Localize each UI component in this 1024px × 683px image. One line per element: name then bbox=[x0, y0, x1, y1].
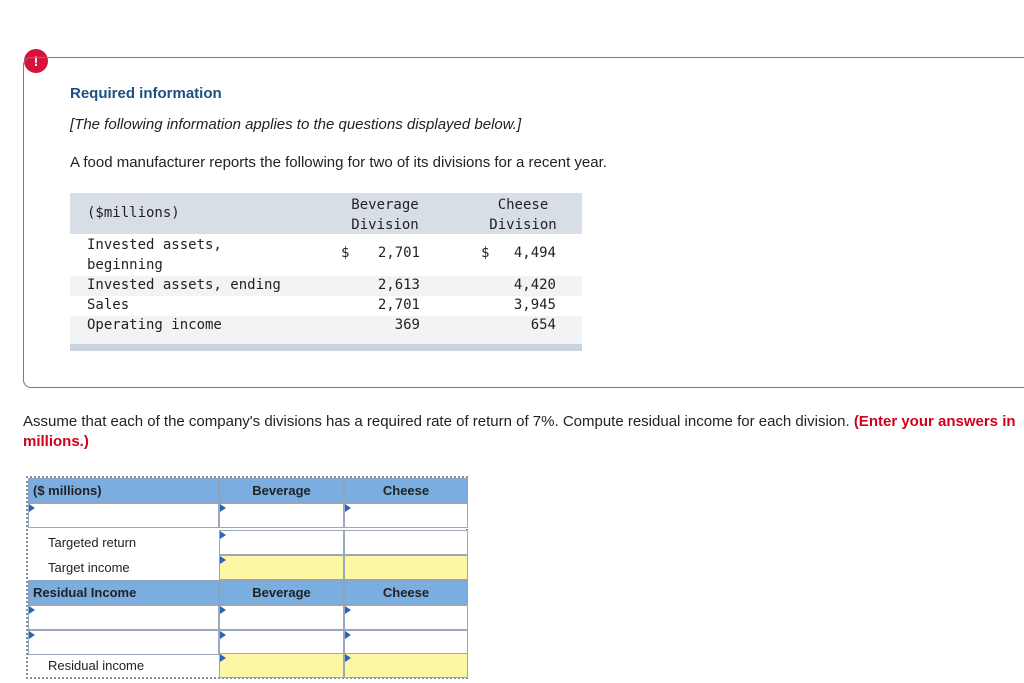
division-data-table bbox=[70, 193, 582, 351]
label-input[interactable] bbox=[28, 605, 219, 630]
table-row bbox=[70, 316, 582, 344]
table-row bbox=[70, 234, 582, 276]
header-residual-income: Residual Income bbox=[28, 580, 219, 605]
question-text bbox=[23, 412, 1023, 452]
alert-icon: ! bbox=[24, 49, 48, 73]
dropdown-marker-icon bbox=[345, 606, 351, 614]
dropdown-marker-icon bbox=[345, 504, 351, 512]
answer-row bbox=[28, 630, 468, 655]
value-beverage: 2,613 bbox=[377, 277, 420, 293]
dropdown-marker-icon bbox=[220, 531, 226, 539]
table-header bbox=[70, 193, 582, 234]
value-beverage: 369 bbox=[394, 317, 420, 333]
header-beverage: Beverage Division bbox=[351, 197, 419, 233]
cheese-residual-income-input[interactable] bbox=[344, 653, 468, 678]
applies-note: [The following information applies to the questions displayed below.] bbox=[70, 116, 522, 133]
answer-row bbox=[28, 555, 468, 580]
header-units: ($ millions) bbox=[28, 478, 219, 503]
dropdown-marker-icon bbox=[29, 606, 35, 614]
answer-row bbox=[28, 503, 468, 528]
beverage-input[interactable] bbox=[219, 630, 344, 655]
required-info-title: Required information bbox=[70, 85, 222, 102]
row-label: Invested assets, beginning bbox=[87, 237, 222, 273]
value-cheese: 4,420 bbox=[513, 277, 556, 293]
question-emphasis: (Enter your answers in millions.) bbox=[23, 413, 1016, 450]
beverage-input[interactable] bbox=[219, 605, 344, 630]
value-beverage: 2,701 bbox=[377, 297, 420, 313]
cheese-target-income-input[interactable] bbox=[344, 555, 468, 580]
label-input[interactable] bbox=[28, 503, 219, 528]
beverage-targeted-return-input[interactable] bbox=[219, 530, 344, 555]
answer-row bbox=[28, 605, 468, 630]
cheese-input[interactable] bbox=[344, 605, 468, 630]
row-label: Operating income bbox=[87, 317, 222, 333]
residual-income-label: Residual income bbox=[48, 658, 145, 673]
header-cheese: Cheese Division bbox=[489, 197, 557, 233]
header-beverage: Beverage bbox=[219, 478, 344, 503]
answer-row bbox=[28, 653, 468, 678]
dropdown-marker-icon bbox=[220, 631, 226, 639]
row-label: Sales bbox=[87, 297, 130, 313]
beverage-target-income-input[interactable] bbox=[219, 555, 344, 580]
dollar-sign: $ bbox=[341, 245, 350, 261]
dropdown-marker-icon bbox=[220, 556, 226, 564]
row-label: Invested assets, ending bbox=[87, 277, 281, 293]
dropdown-marker-icon bbox=[345, 654, 351, 662]
header-units: ($millions) bbox=[87, 205, 180, 221]
dropdown-marker-icon bbox=[345, 631, 351, 639]
dollar-sign: $ bbox=[481, 245, 490, 261]
value-cheese: 654 bbox=[530, 317, 556, 333]
question-body: Assume that each of the company's divisions has a required rate of return of 7%. Compute residual income for each division. bbox=[23, 413, 850, 430]
beverage-input[interactable] bbox=[219, 503, 344, 528]
intro-text: A food manufacturer reports the following for two of its divisions for a recent year. bbox=[70, 154, 607, 171]
answer-header-row bbox=[28, 580, 468, 605]
label-input[interactable] bbox=[28, 630, 219, 655]
cheese-input[interactable] bbox=[344, 630, 468, 655]
answer-header-row bbox=[28, 478, 468, 503]
table-footer-bar bbox=[70, 344, 582, 351]
header-beverage: Beverage bbox=[219, 580, 344, 605]
dropdown-marker-icon bbox=[220, 504, 226, 512]
table-row bbox=[70, 276, 582, 296]
dropdown-marker-icon bbox=[29, 631, 35, 639]
cheese-targeted-return-input[interactable] bbox=[344, 530, 468, 555]
table-row bbox=[70, 296, 582, 316]
targeted-return-label: Targeted return bbox=[48, 535, 137, 550]
dropdown-marker-icon bbox=[220, 654, 226, 662]
value-beverage: 2,701 bbox=[377, 245, 420, 261]
header-cheese: Cheese bbox=[344, 478, 468, 503]
dropdown-marker-icon bbox=[220, 606, 226, 614]
target-income-label: Target income bbox=[48, 560, 130, 575]
value-cheese: 4,494 bbox=[513, 245, 556, 261]
answer-row bbox=[28, 530, 468, 555]
header-cheese: Cheese bbox=[344, 580, 468, 605]
answer-table bbox=[26, 476, 468, 679]
beverage-residual-income-input[interactable] bbox=[219, 653, 344, 678]
cheese-input[interactable] bbox=[344, 503, 468, 528]
dropdown-marker-icon bbox=[29, 504, 35, 512]
value-cheese: 3,945 bbox=[513, 297, 556, 313]
